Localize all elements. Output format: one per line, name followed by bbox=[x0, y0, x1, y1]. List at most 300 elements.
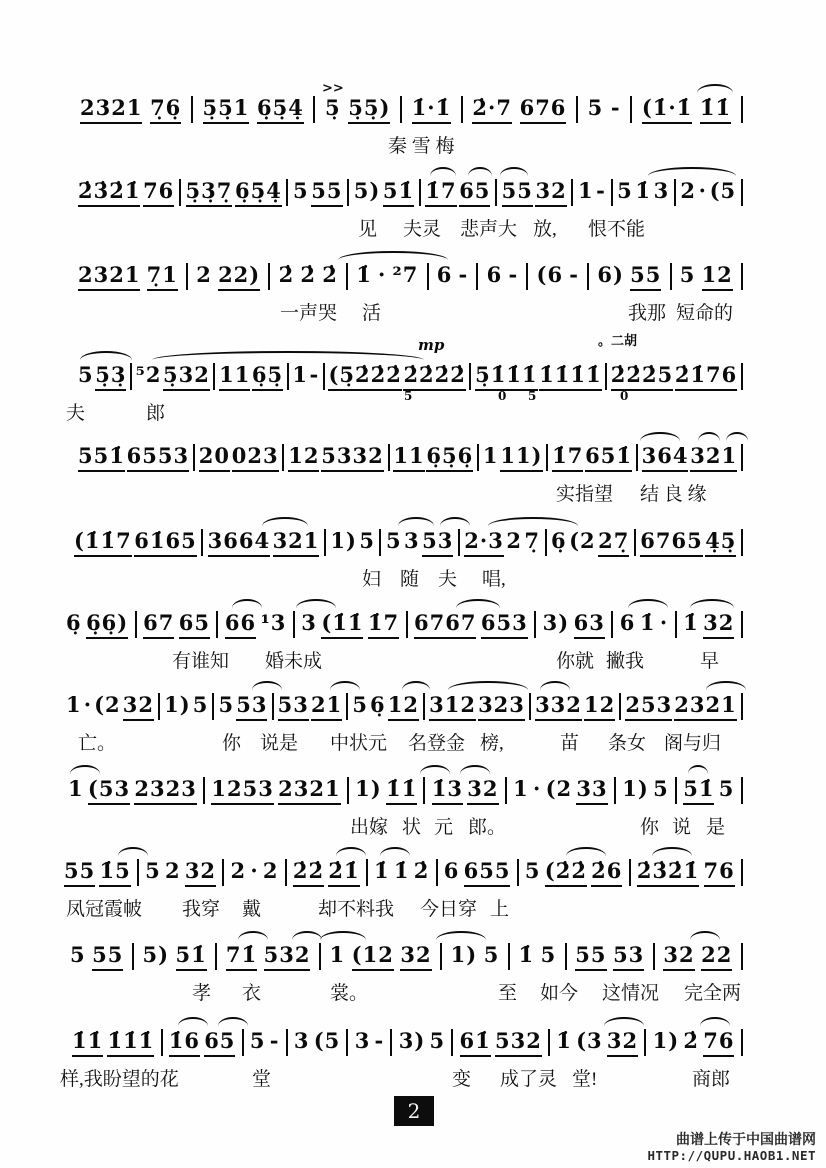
note-group: 32 bbox=[535, 178, 566, 207]
duration-mark: - bbox=[610, 95, 621, 120]
score-line-4 bbox=[0, 334, 826, 442]
note-group: 5 bbox=[359, 528, 375, 553]
duration-mark: · bbox=[532, 776, 542, 801]
barline bbox=[611, 179, 613, 206]
note-group: 6765 bbox=[640, 528, 702, 557]
note-group: 1 bbox=[482, 443, 499, 468]
lyric-text: 如今 bbox=[540, 983, 579, 1004]
notation-row bbox=[70, 942, 745, 971]
note-group: 2·3 bbox=[464, 528, 504, 557]
barline bbox=[619, 693, 621, 720]
note-group: 1̇1̇1̇ bbox=[107, 1028, 154, 1057]
barline bbox=[293, 611, 295, 638]
barline bbox=[629, 859, 631, 886]
notation-row bbox=[78, 362, 745, 391]
note-group: 2 bbox=[230, 858, 247, 883]
note-group: 2̇6 bbox=[591, 858, 622, 887]
note-group: 1 bbox=[513, 776, 529, 801]
note-group: 2321 bbox=[278, 776, 340, 805]
barline bbox=[636, 444, 638, 471]
barline bbox=[440, 943, 442, 970]
barline bbox=[565, 943, 567, 970]
note-group: 1̇ bbox=[683, 610, 699, 635]
note-group: 7̣ bbox=[524, 528, 541, 553]
lyric-text: 样,我盼望的花 bbox=[60, 1069, 179, 1090]
score-line-11 bbox=[0, 942, 826, 1022]
lyric-text: 有谁知 bbox=[172, 651, 230, 672]
note-group: (5 bbox=[313, 1028, 341, 1053]
note-group: 12 bbox=[288, 443, 319, 472]
barline bbox=[477, 444, 479, 471]
note-group: 55 bbox=[92, 942, 123, 971]
barline bbox=[526, 263, 528, 290]
notation-row bbox=[78, 443, 745, 472]
note-group: 5 bbox=[70, 942, 86, 967]
note-group: 2̇·7 bbox=[472, 95, 512, 124]
lyric-text: 成了灵 bbox=[500, 1069, 558, 1090]
barline bbox=[675, 611, 677, 638]
barline bbox=[419, 179, 421, 206]
note-group: 53 bbox=[278, 692, 309, 721]
note-group: 2̇ bbox=[278, 262, 295, 287]
lyric-text: 唱, bbox=[482, 569, 506, 590]
note-group: 1) bbox=[622, 776, 649, 801]
note-group: 5 bbox=[587, 95, 604, 120]
note-group: 51̇ bbox=[176, 942, 207, 971]
barline bbox=[534, 611, 536, 638]
lyric-text: 至 bbox=[498, 983, 518, 1004]
note-group: 2 bbox=[680, 178, 697, 203]
barline bbox=[611, 611, 613, 638]
note-group: 2 bbox=[262, 858, 279, 883]
barline bbox=[212, 693, 214, 720]
watermark-site-name: 曲谱上传于中国曲谱网 bbox=[676, 1130, 816, 1147]
note-group: 3 bbox=[301, 610, 317, 635]
lyric-text: 今日穿 bbox=[420, 899, 478, 920]
note-group: 676 bbox=[520, 95, 567, 124]
note-group: 55 bbox=[630, 262, 661, 291]
note-group: 1 bbox=[329, 942, 346, 967]
barline bbox=[287, 363, 289, 390]
barline bbox=[186, 263, 188, 290]
note-group: 32 bbox=[185, 858, 216, 887]
note-group: 1̇6 bbox=[169, 1028, 200, 1057]
note-group: 1̇7 bbox=[552, 443, 583, 472]
slur-arc bbox=[80, 351, 132, 360]
barline bbox=[741, 263, 743, 290]
note-group: 32 bbox=[663, 942, 694, 971]
note-group: 1̇ bbox=[518, 942, 535, 967]
note-group: 1253 bbox=[211, 776, 273, 805]
note-group: 67 bbox=[143, 610, 174, 639]
barline bbox=[324, 529, 326, 556]
note-group: 2̇ bbox=[413, 858, 430, 883]
note-group: 76 bbox=[703, 1028, 734, 1057]
note-group: 11 bbox=[393, 443, 424, 472]
barline bbox=[347, 777, 349, 804]
note-group: 2̇ bbox=[683, 1028, 699, 1053]
lyric-text: 堂 bbox=[252, 1069, 272, 1090]
note-group: 1̇3 bbox=[432, 776, 463, 805]
barline bbox=[366, 859, 368, 886]
note-group: (53 bbox=[88, 776, 130, 805]
note-group: 5 bbox=[385, 528, 402, 553]
barline bbox=[130, 363, 132, 390]
note-group: 1) bbox=[355, 776, 382, 801]
barline bbox=[272, 693, 274, 720]
note-group: 12 bbox=[584, 692, 615, 721]
note-group: 5 bbox=[483, 942, 500, 967]
note-group: 53 bbox=[422, 528, 453, 557]
note-group: 27̣ bbox=[598, 528, 629, 557]
note-group: 32 bbox=[400, 942, 431, 971]
lyric-text: 苗 bbox=[560, 733, 580, 754]
barline bbox=[670, 263, 672, 290]
note-group: 61̇ bbox=[460, 1028, 491, 1057]
barline bbox=[644, 1029, 646, 1056]
note-group: 2̇ bbox=[322, 262, 338, 287]
note-group: 655 bbox=[464, 858, 511, 887]
note-group: 1̇ bbox=[393, 858, 410, 883]
note-group: 4̣5̣ bbox=[705, 528, 736, 557]
lyric-text: 条女 bbox=[608, 733, 647, 754]
note-group: 21 bbox=[311, 692, 342, 721]
barline bbox=[191, 96, 193, 123]
barline bbox=[313, 96, 315, 123]
lyric-text: 结 良 缘 bbox=[640, 484, 707, 505]
note-group: 6767 bbox=[414, 610, 476, 639]
barline bbox=[508, 943, 510, 970]
barline bbox=[222, 859, 224, 886]
note-group: 5 bbox=[653, 776, 669, 801]
barline bbox=[406, 611, 408, 638]
note-group: 5 bbox=[293, 178, 309, 203]
barline bbox=[546, 444, 548, 471]
barline bbox=[741, 363, 743, 390]
note-group: 7̣1 bbox=[147, 262, 178, 291]
duration-mark: · bbox=[83, 692, 93, 717]
instrument-label: 。二胡 bbox=[598, 334, 638, 349]
note-group: 2̇2̇ bbox=[293, 858, 324, 887]
note-group: 5) bbox=[353, 178, 381, 203]
note-group: 3 bbox=[293, 1028, 310, 1053]
barline bbox=[215, 943, 217, 970]
barline bbox=[427, 263, 429, 290]
duration-mark: · bbox=[378, 262, 387, 287]
note-group: 6̣5̣4̣ bbox=[257, 95, 304, 124]
note-group: 1 bbox=[66, 692, 82, 717]
score-line-6 bbox=[0, 528, 826, 608]
note-group: 5 bbox=[617, 178, 633, 203]
lyric-text: 悲声大 bbox=[460, 219, 518, 240]
duration-mark: - bbox=[596, 178, 606, 203]
note-group: 2 bbox=[506, 528, 522, 553]
lyric-text: 戴 bbox=[242, 899, 262, 920]
notation-row bbox=[66, 692, 745, 721]
note-group: 55 bbox=[575, 942, 606, 971]
barline bbox=[179, 179, 181, 206]
note-group: 55 bbox=[502, 178, 533, 207]
barline bbox=[741, 611, 743, 638]
note-group: 253 bbox=[625, 692, 672, 721]
note-group: 6 bbox=[436, 262, 453, 287]
notation-row bbox=[72, 1028, 745, 1057]
note-group: 5) bbox=[142, 942, 170, 967]
score-line-9 bbox=[0, 776, 826, 856]
lyric-text: 变 bbox=[452, 1069, 472, 1090]
note-group: 61̇65 bbox=[134, 528, 196, 557]
note-group: 3 bbox=[404, 528, 420, 553]
note-group: 6̣ bbox=[66, 610, 82, 635]
notation-row bbox=[66, 610, 745, 639]
note-group: 71̇ bbox=[226, 942, 257, 971]
note-group: 5 bbox=[718, 776, 735, 801]
barline bbox=[469, 363, 471, 390]
lyric-text: 早 bbox=[700, 651, 720, 672]
page-number: 2 bbox=[407, 1099, 421, 1123]
note-group: 2 bbox=[196, 262, 212, 287]
note-group: 2̇3̇2̇1̇ bbox=[637, 858, 699, 887]
barline bbox=[319, 943, 321, 970]
note-group: 63 bbox=[574, 610, 605, 639]
note-group: 33 bbox=[576, 776, 607, 805]
note-group: 1) bbox=[450, 942, 478, 967]
barline bbox=[451, 1029, 453, 1056]
score-line-8 bbox=[0, 692, 826, 772]
barline bbox=[423, 693, 425, 720]
note-group: ²7 bbox=[392, 262, 419, 287]
barline bbox=[741, 179, 743, 206]
lyric-text: 活 bbox=[362, 303, 382, 324]
note-group: 2̇2̇2̇5 bbox=[611, 362, 673, 391]
note-group: 5 bbox=[540, 942, 557, 967]
lyric-text: 你 bbox=[222, 733, 242, 754]
score-line-5 bbox=[0, 443, 826, 523]
lyric-text: 凤冠霞帔 bbox=[66, 899, 143, 920]
note-group: 6̣5̣4̣ bbox=[235, 178, 282, 207]
note-group: 1̇1̇1̇1̇ bbox=[539, 362, 601, 391]
lyric-text: 这情况 bbox=[602, 983, 660, 1004]
note-group: 55 bbox=[64, 858, 95, 887]
note-group: 323 bbox=[478, 692, 525, 721]
note-group: 65 bbox=[204, 1028, 235, 1057]
lyric-text: 婚未成 bbox=[265, 651, 323, 672]
barline bbox=[741, 444, 743, 471]
note-group: 55 bbox=[311, 178, 342, 207]
note-group: 2 bbox=[164, 858, 181, 883]
lyric-text: 恨不能 bbox=[588, 219, 646, 240]
note-group: (1̇1̇ bbox=[321, 610, 363, 639]
note-group: 1̇ bbox=[639, 610, 656, 635]
barline bbox=[423, 777, 425, 804]
note-group: 3 bbox=[653, 178, 670, 203]
note-group: 2321 bbox=[78, 262, 140, 291]
note-group: 1) bbox=[164, 692, 191, 717]
barline bbox=[741, 943, 743, 970]
barline bbox=[286, 1029, 288, 1056]
barline bbox=[461, 96, 463, 123]
lyric-text: 中状元 bbox=[330, 733, 388, 754]
lyric-text: 完全两 bbox=[684, 983, 742, 1004]
note-group: 3 bbox=[354, 1028, 371, 1053]
note-group: (1̇·1̇ bbox=[642, 95, 692, 124]
note-group: 32 bbox=[123, 692, 154, 721]
duration-mark: · bbox=[659, 610, 669, 635]
barline bbox=[135, 611, 137, 638]
note-group: (2̇2̇ bbox=[545, 858, 587, 887]
note-group: 20 bbox=[199, 443, 230, 472]
duration-mark: - bbox=[569, 262, 580, 287]
notation-row bbox=[78, 178, 745, 207]
note-group: 53 bbox=[236, 692, 267, 721]
note-group: 5 bbox=[429, 1028, 446, 1053]
note-group: 1̇1̇ bbox=[700, 95, 731, 124]
lyric-text: 状 bbox=[402, 817, 422, 838]
note-group: 651̇ bbox=[585, 443, 632, 472]
barline bbox=[741, 693, 743, 720]
barline bbox=[323, 363, 325, 390]
barline bbox=[436, 859, 438, 886]
note-group: 6̣5̣6̣ bbox=[426, 443, 473, 472]
lyric-text: 实指望 bbox=[556, 484, 614, 505]
note-group: 32 bbox=[467, 776, 498, 805]
slur-arc bbox=[152, 351, 424, 360]
note-group: 2323 bbox=[134, 776, 196, 805]
note-group: 5̣5̣1 bbox=[203, 95, 250, 124]
note-group: 1) bbox=[330, 528, 357, 553]
barline bbox=[741, 859, 743, 886]
note-group: 53 bbox=[613, 942, 644, 971]
note-group: 32 bbox=[703, 610, 734, 639]
barline bbox=[587, 263, 589, 290]
barline bbox=[605, 363, 607, 390]
barline bbox=[548, 1029, 550, 1056]
note-group: 2̇1̇ bbox=[328, 858, 359, 887]
lyric-text: 说是 bbox=[260, 733, 299, 754]
note-group: (2 bbox=[545, 776, 573, 801]
note-group: 51̇ bbox=[683, 776, 714, 805]
barline bbox=[400, 96, 402, 123]
note-group: (2 bbox=[94, 692, 121, 717]
note-group: 653 bbox=[481, 610, 528, 639]
note-group: 023 bbox=[232, 443, 279, 472]
fingering-mark: 0 bbox=[498, 389, 507, 403]
dynamic-mark: mp bbox=[418, 336, 445, 354]
barline bbox=[674, 179, 676, 206]
page-number-badge bbox=[394, 1096, 434, 1126]
note-group: 5 bbox=[192, 692, 209, 717]
note-group: 51̇ bbox=[383, 178, 414, 207]
duration-mark: · bbox=[698, 178, 707, 203]
fingering-mark: 5 bbox=[404, 389, 413, 403]
note-group: (6 bbox=[536, 262, 564, 287]
note-group: 5̣3̣ bbox=[95, 362, 126, 391]
note-group: 1̇1̇ bbox=[386, 776, 417, 805]
note-group: 22) bbox=[218, 262, 260, 291]
lyric-text: 夫灵 bbox=[403, 219, 442, 240]
duration-mark: - bbox=[269, 1028, 280, 1053]
note-group: 1̇ bbox=[635, 178, 651, 203]
barline bbox=[634, 529, 636, 556]
note-group: 12 bbox=[702, 262, 733, 291]
barline bbox=[379, 529, 381, 556]
note-group: 6̣ bbox=[370, 692, 386, 717]
barline bbox=[268, 263, 270, 290]
lyric-text: 我穿 bbox=[182, 899, 221, 920]
note-group: 6 bbox=[486, 262, 503, 287]
lyric-text: 放, bbox=[533, 219, 557, 240]
note-group: 7̣6̣ bbox=[150, 95, 181, 124]
duration-mark: - bbox=[309, 362, 320, 387]
note-group: 551̇ bbox=[78, 443, 125, 472]
lyric-text: 一声哭 bbox=[280, 303, 338, 324]
note-group: (12 bbox=[352, 942, 394, 971]
note-group: 1̇7 bbox=[368, 610, 399, 639]
note-group: 6) bbox=[597, 262, 624, 287]
note-group: 11) bbox=[500, 443, 542, 472]
barline bbox=[285, 859, 287, 886]
duration-mark: · bbox=[250, 858, 259, 883]
note-group: 5 bbox=[679, 262, 696, 287]
lyric-text: 撇我 bbox=[606, 651, 645, 672]
note-group: 1̇ bbox=[356, 262, 372, 287]
barline bbox=[675, 777, 677, 804]
notation-row bbox=[64, 858, 745, 887]
lyric-text: 秦 雪 梅 bbox=[388, 136, 455, 157]
note-group: 5 bbox=[78, 362, 94, 387]
lyric-text: 随 bbox=[400, 569, 420, 590]
lyric-text: 你就 bbox=[556, 651, 595, 672]
note-group: 5 bbox=[145, 858, 161, 883]
barline bbox=[132, 943, 134, 970]
barline bbox=[158, 693, 160, 720]
score-line-1 bbox=[0, 81, 826, 175]
note-group: 5 bbox=[249, 1028, 266, 1053]
lyric-text: 夫 bbox=[66, 403, 86, 424]
lyric-text: 商郎 bbox=[692, 1069, 731, 1090]
barline bbox=[741, 529, 743, 556]
lyric-text: 见 bbox=[358, 219, 378, 240]
note-group: 3) bbox=[542, 610, 570, 635]
fingering-mark: 0 bbox=[620, 389, 629, 403]
note-group: 1̇ bbox=[556, 1028, 572, 1053]
barline bbox=[347, 179, 349, 206]
lyric-text: 我那 bbox=[628, 303, 667, 324]
slur-arc bbox=[697, 84, 733, 93]
note-group: 32 bbox=[607, 1028, 638, 1057]
lyric-text: 短命的 bbox=[676, 303, 734, 324]
lyric-text: 出嫁 bbox=[350, 817, 389, 838]
accent-marks: >> bbox=[322, 81, 344, 96]
note-group: 3664 bbox=[208, 528, 270, 557]
barline bbox=[242, 1029, 244, 1056]
note-group: 11 bbox=[219, 362, 250, 391]
note-group: 5̣1̇1̇1̇ bbox=[475, 362, 537, 391]
barline bbox=[213, 363, 215, 390]
note-group: 12 bbox=[388, 692, 419, 721]
lyric-text: 却不料我 bbox=[318, 899, 395, 920]
note-group: 312 bbox=[429, 692, 476, 721]
barline bbox=[529, 693, 531, 720]
lyric-text: 衣 bbox=[242, 983, 262, 1004]
note-group: 5̣32 bbox=[163, 362, 210, 391]
lyric-text: 孝 bbox=[192, 983, 212, 1004]
note-group: 76 bbox=[704, 858, 735, 887]
note-group: 5 bbox=[524, 858, 541, 883]
note-group: 3) bbox=[398, 1028, 426, 1053]
note-group: 1 bbox=[577, 178, 594, 203]
barline bbox=[545, 529, 547, 556]
